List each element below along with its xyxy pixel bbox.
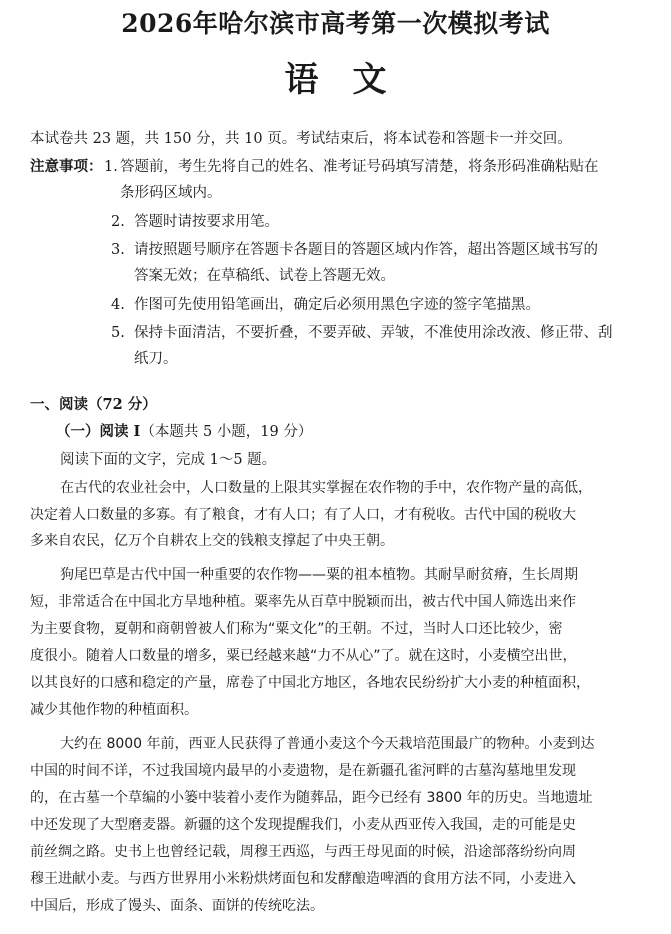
note-5-line-1: 保持卡面清洁，不要折叠，不要弄破、弄皱，不准使用涂改液、修正带、刮 [134, 325, 613, 341]
passage-line: 大约在 8000 年前，西亚人民获得了普通小麦这个今天栽培范围最广的物种。小麦到达 [60, 736, 595, 752]
note-5-line-2: 纸刀。 [134, 351, 178, 367]
notes-label: 注意事项： [30, 158, 103, 175]
note-1-line-1: 答题前，考生先将自己的姓名、准考证号码填写清楚，将条形码准确粘贴在 [120, 159, 599, 175]
note-2-line-1: 答题时请按要求用笔。 [134, 214, 279, 230]
note-3-line-2: 答案无效；在草稿纸、试卷上答题无效。 [134, 268, 395, 284]
note-3-number: 3. [111, 242, 125, 258]
passage-line: 的，在古墓一个草编的小篓中装着小麦作为随葬品，距今已经有 3800 年的历史。当地遗址 [30, 790, 593, 806]
passage-line: 以其良好的口感和稳定的产量，席卷了中国北方地区，各地农民纷纷扩大小麦的种植面积， [30, 675, 590, 691]
exam-title: 2026年哈尔滨市高考第一次模拟考试 [121, 9, 550, 38]
passage-line: 中还发现了大型磨麦器。新疆的这个发现提醒我们，小麦从西亚传入我国，走的可能是史 [30, 817, 576, 833]
note-4-number: 4. [111, 297, 125, 313]
sub-heading-title: （一）阅读 I [56, 423, 141, 440]
note-5-number: 5. [111, 325, 125, 341]
section-heading: 一、阅读（72 分） [30, 396, 157, 413]
passage-line: 减少其他作物的种植面积。 [30, 702, 198, 718]
passage-line: 中国后，形成了馒头、面条、面饼的传统吃法。 [30, 898, 324, 914]
exam-intro: 本试卷共 23 题，共 150 分，共 10 页。考试结束后，将本试卷和答题卡一并交回。 [30, 131, 572, 147]
passage-line: 短，非常适合在中国北方旱地种植。粟率先从百草中脱颖而出，被古代中国人筛选出来作 [30, 594, 576, 610]
note-1-number: 1. [104, 159, 118, 175]
note-4-line-1: 作图可先使用铅笔画出，确定后必须用黑色字迹的签字笔描黑。 [134, 297, 540, 313]
passage-line: 穆王进献小麦。与西方世界用小米粉烘烤面包和发酵酿造啤酒的食用方法不同，小麦进入 [30, 871, 576, 887]
passage-line: 狗尾巴草是古代中国一种重要的农作物——粟的祖本植物。其耐旱耐贫瘠，生长周期 [60, 567, 578, 583]
passage-line: 度很小。随着人口数量的增多，粟已经越来越“力不从心”了。就在这时，小麦横空出世， [30, 648, 577, 664]
passage-line: 为主要食物，夏朝和商朝曾被人们称为“粟文化”的王朝。不过，当时人口还比较少，密 [30, 621, 563, 637]
passage-line: 中国的时间不详，不过我国境内最早的小麦遗物，是在新疆孔雀河畔的古墓沟墓地里发现 [30, 763, 576, 779]
note-1-line-2: 条形码区域内。 [120, 185, 222, 201]
reading-instruction: 阅读下面的文字，完成 1～5 题。 [60, 452, 277, 468]
note-2-number: 2. [111, 214, 125, 230]
passage-line: 前丝绸之路。史书上也曾经记载，周穆王西巡，与西王母见面的时候，沿途部落纷纷向周 [30, 844, 576, 860]
note-3-line-1: 请按照题号顺序在答题卡各题目的答题区域内作答，超出答题区域书写的 [134, 242, 598, 258]
sub-heading-detail: （本题共 5 小题，19 分） [140, 424, 313, 440]
subject-title: 语文 [284, 60, 421, 100]
sub-heading [56, 422, 312, 442]
passage-line: 在古代的农业社会中，人口数量的上限其实掌握在农作物的手中，农作物产量的高低， [60, 480, 592, 496]
passage-line: 多来自农民，亿万个自耕农上交的钱粮支撑起了中央王朝。 [30, 533, 394, 549]
passage-line: 决定着人口数量的多寡。有了粮食，才有人口；有了人口，才有税收。古代中国的税收大 [30, 507, 576, 523]
